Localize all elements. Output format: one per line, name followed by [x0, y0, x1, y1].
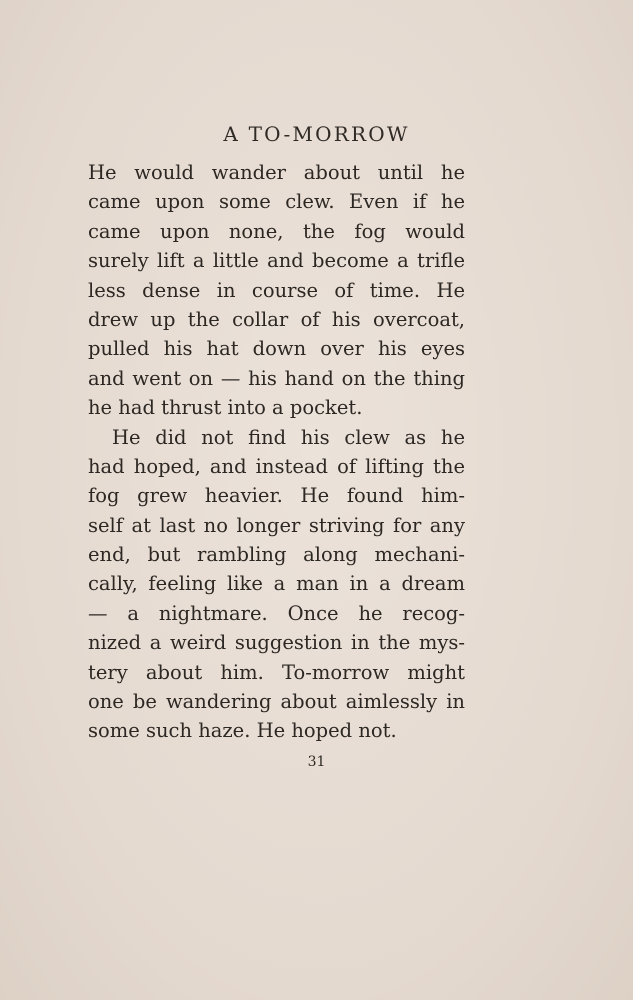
text-line: surely lift a little and become a trifle [88, 249, 465, 273]
text-line: He did not find his clew as he [112, 425, 465, 449]
paragraph-2 [88, 423, 465, 746]
text-line: one be wandering about aimlessly in [88, 690, 465, 714]
paragraph-1 [88, 158, 465, 423]
body-text [88, 158, 465, 746]
text-line: he had thrust into a pocket. [88, 396, 363, 420]
text-line: and went on — his hand on the thing [88, 366, 465, 390]
text-line: pulled his hat down over his eyes [88, 337, 465, 361]
text-line: — a nightmare. Once he recog- [88, 601, 465, 625]
text-line: end, but rambling along mechani- [88, 543, 465, 567]
text-line: nized a weird suggestion in the mys- [88, 631, 465, 655]
text-line: came upon none, the fog would [88, 219, 465, 243]
text-line: self at last no longer striving for any [88, 513, 465, 537]
text-line: cally, feeling like a man in a dream [88, 572, 465, 596]
text-line: came upon some clew. Even if he [88, 190, 465, 214]
text-line: had hoped, and instead of lifting the [88, 454, 465, 478]
text-line: less dense in course of time. He [88, 278, 465, 302]
text-line: tery about him. To-morrow might [88, 660, 465, 684]
text-line: fog grew heavier. He found him- [88, 484, 465, 508]
text-line: He would wander about until he [88, 161, 465, 184]
running-head: A TO-MORROW [223, 122, 410, 146]
page-number: 31 [307, 754, 326, 770]
text-line: some such haze. He hoped not. [88, 719, 397, 743]
text-line: drew up the collar of his overcoat, [88, 307, 465, 331]
